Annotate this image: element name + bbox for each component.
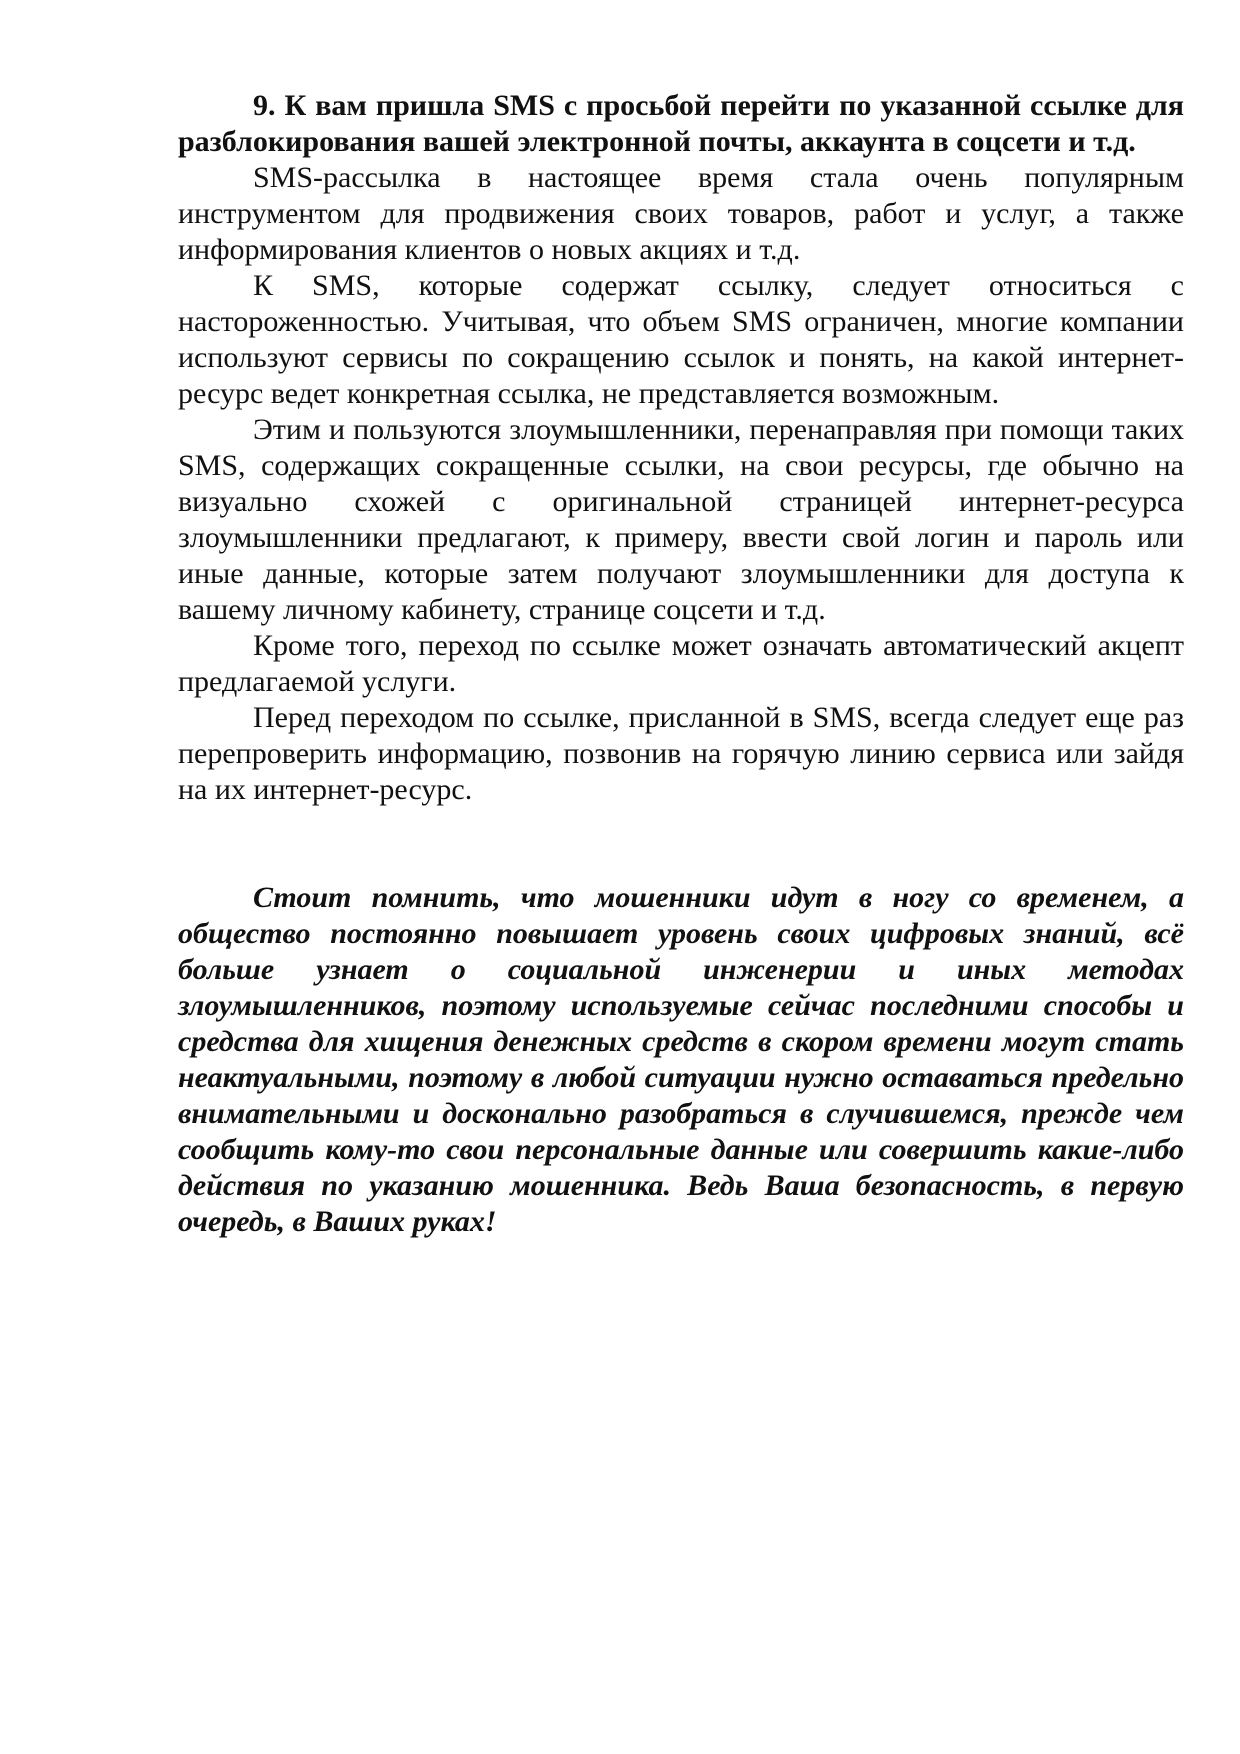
section-number: 9. bbox=[253, 89, 276, 122]
document-page bbox=[178, 88, 1184, 1240]
closing-warning: Стоит помнить, что мошенники идут в ногу со временем, а общество постоянно повышает уровень своих цифровых знаний, всё больше узнает о социальной инженерии и иных методах злоумышленников, поэтому используемые сейчас последними способы и средства для хищения денежных средств в скором времени могут стать неактуальными, поэтому в любой ситуации нужно оставаться предельно внимательными и досконально разобраться в случившемся, прежде чем сообщить кому-то свои персональные данные или совершить какие-либо действия по указанию мошенника. Ведь Ваша безопасность, в первую очередь, в Ваших руках! bbox=[178, 881, 1184, 1238]
paragraph: Перед переходом по ссылке, присланной в SMS, всегда следует еще раз перепроверить информацию, позвонив на горячую линию сервиса или зайдя на их интернет-ресурс. bbox=[178, 701, 1184, 806]
section-heading bbox=[178, 88, 1184, 160]
paragraph: Кроме того, переход по ссылке может означать автоматический акцепт предлагаемой услуги. bbox=[178, 629, 1184, 698]
paragraph: Этим и пользуются злоумышленники, перенаправляя при помощи таких SMS, содержащих сокращенные ссылки, на свои ресурсы, где обычно на визуально схожей с оригинальной страницей интернет-ресурса злоумышленники предлагают, к примеру, ввести свой логин и пароль или иные данные, которые затем получают злоумышленники для доступа к вашему личному кабинету, странице соцсети и т.д. bbox=[178, 413, 1184, 626]
section-heading-text: К вам пришла SMS с просьбой перейти по указанной ссылке для разблокирования вашей электронной почты, аккаунта в соцсети и т.д. bbox=[178, 89, 1184, 158]
paragraph: SMS-рассылка в настоящее время стала очень популярным инструментом для продвижения своих товаров, работ и услуг, а также информирования клиентов о новых акциях и т.д. bbox=[178, 161, 1184, 266]
section-spacer bbox=[178, 808, 1184, 880]
paragraph: К SMS, которые содержат ссылку, следует относиться с настороженностью. Учитывая, что объем SMS ограничен, многие компании используют сервисы по сокращению ссылок и понять, на какой интернет-ресурс ведет конкретная ссылка, не представляется возможным. bbox=[178, 269, 1184, 410]
